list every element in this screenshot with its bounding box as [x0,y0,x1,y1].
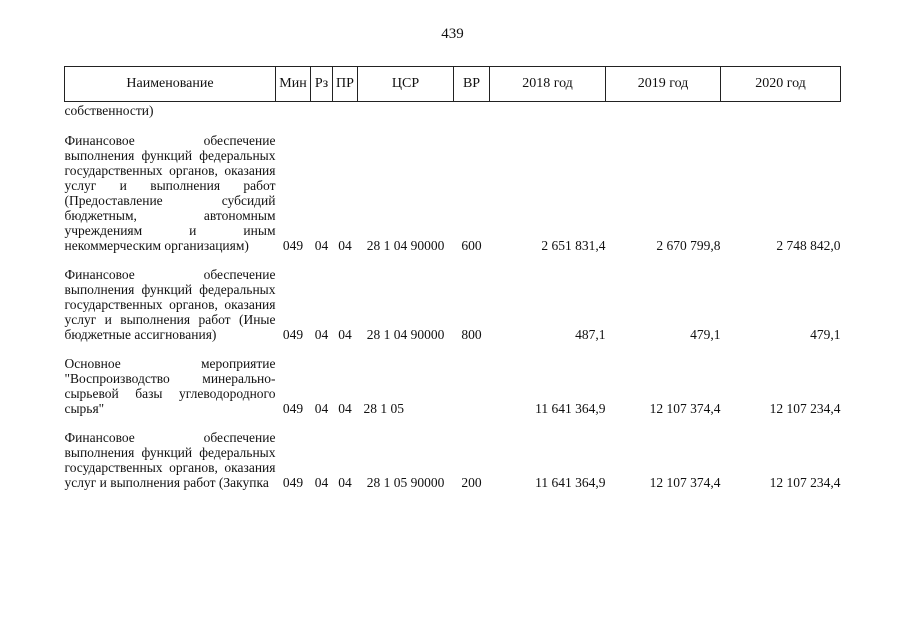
row-csr: 28 1 05 [363,401,404,416]
row-2020: 479,1 [810,327,841,342]
row-name: Финансовое обеспечение выполнения функций федеральных государственных органов, оказания услуг и выполнения работ (Предоставление субсидий бюджетным, автономным учреждениям и иным некоммерческим организациям) [64,133,276,253]
row-vr: 200 [461,475,482,490]
row-rz: 04 [314,475,329,490]
row-2018: 2 651 831,4 [541,238,606,253]
table-row [65,267,841,342]
row-min: 049 [282,327,304,342]
row-2018: 11 641 364,9 [535,401,606,416]
row-min: 049 [282,238,304,253]
row-min: 049 [282,475,304,490]
row-2020: 12 107 234,4 [769,475,841,490]
header-2020: 2020 год [721,67,841,102]
carryover-row [65,102,841,120]
row-csr: 28 1 05 90000 [366,475,445,490]
row-rz: 04 [314,401,329,416]
row-2019: 2 670 799,8 [656,238,721,253]
row-rz: 04 [314,238,329,253]
row-2020: 2 748 842,0 [776,238,841,253]
row-vr [454,356,490,416]
table-row [65,356,841,416]
row-2018: 487,1 [575,327,606,342]
header-vr: ВР [454,67,490,102]
row-pr: 04 [338,401,352,416]
header-min: Мин [276,67,311,102]
row-pr: 04 [338,327,352,342]
row-2018: 11 641 364,9 [535,475,606,490]
row-csr: 28 1 04 90000 [366,327,445,342]
row-2019: 12 107 374,4 [649,475,721,490]
header-2019: 2019 год [606,67,721,102]
header-name: Наименование [65,67,276,102]
header-rz: Рз [311,67,333,102]
row-csr: 28 1 04 90000 [366,238,445,253]
carryover-text: собственности) [64,103,154,118]
row-2020: 12 107 234,4 [769,401,841,416]
row-2019: 12 107 374,4 [649,401,721,416]
row-2019: 479,1 [690,327,721,342]
row-name: Финансовое обеспечение выполнения функций федеральных государственных органов, оказания услуг и выполнения работ (Иные бюджетные ассигнования) [64,267,276,342]
budget-table [64,66,841,490]
header-2018: 2018 год [490,67,606,102]
header-pr: ПР [333,67,358,102]
row-name: Финансовое обеспечение выполнения функций федеральных государственных органов, оказания услуг и выполнения работ (Закупка [64,430,276,490]
row-min: 049 [282,401,304,416]
table-row [65,133,841,253]
row-pr: 04 [338,238,352,253]
page-number: 439 [441,26,464,42]
row-vr: 600 [461,238,482,253]
row-name: Основное мероприятие "Воспроизводство минерально-сырьевой базы углеводородного сырья" [64,356,276,416]
row-rz: 04 [314,327,329,342]
header-row [65,67,841,102]
row-vr: 800 [461,327,482,342]
row-pr: 04 [338,475,352,490]
header-csr: ЦСР [358,67,454,102]
table-row [65,430,841,490]
